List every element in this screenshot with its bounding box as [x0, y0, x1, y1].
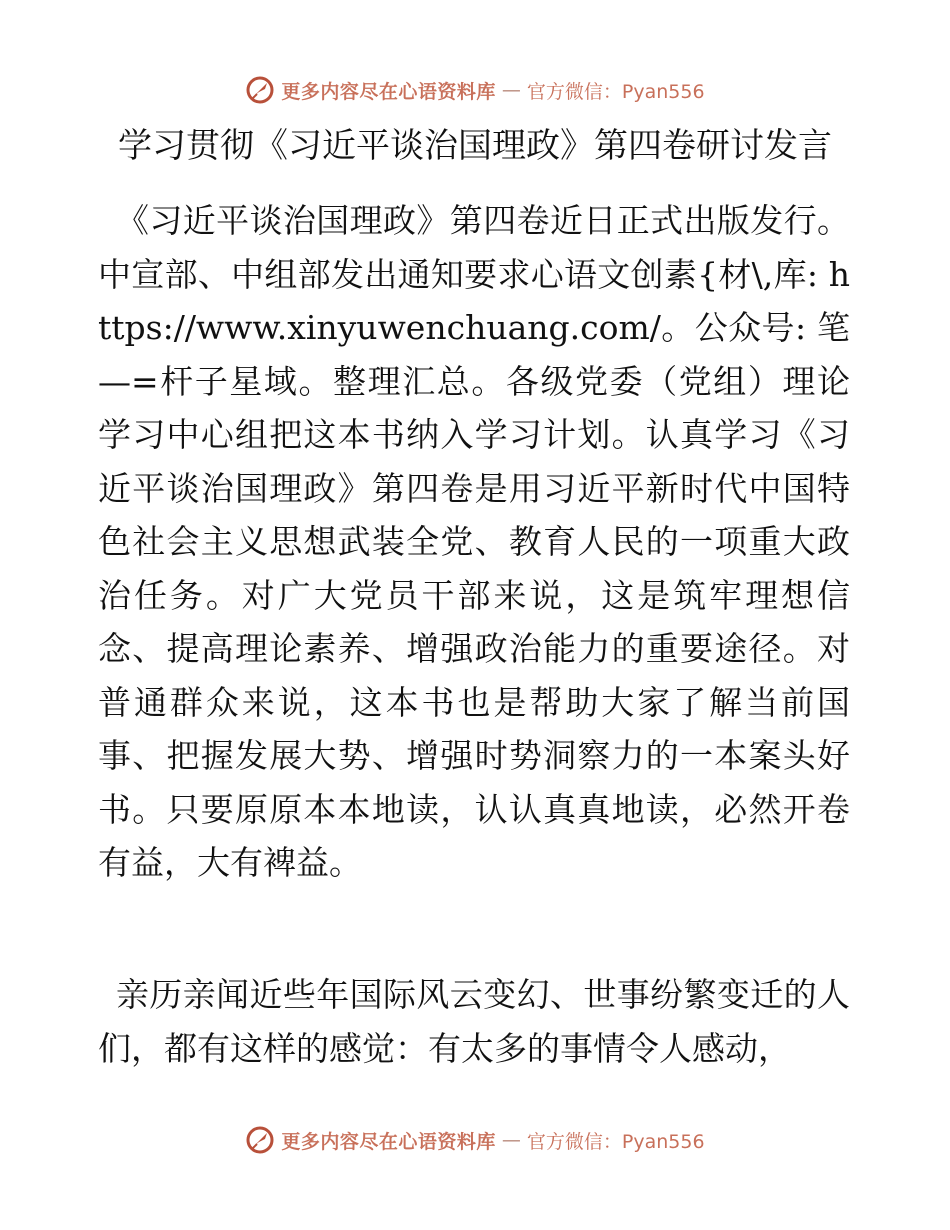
banner-slogan: 更多内容尽在心语资料库: [281, 80, 496, 103]
banner-separator: —: [501, 1129, 521, 1151]
paragraph-1: 《习近平谈治国理政》第四卷近日正式出版发行。中宣部、中组部发出通知要求心语文创素{材\,库: https://www.xinyuwenchuang.com/。公众号: 笔—=杆子星域。整理汇总。各级党委（党组）理论学习中心组把这本书纳入学习计划。认真学习《习近平谈治国理政》第四卷是用习近平新时代中国特色社会主义思想武装全党、教育人民的一项重大政治任务。对广大党员干部来说，这是筑牢理想信念、提高理论素养、增强政治能力的重要途径。对普通群众来说，这本书也是帮助大家了解当前国事、把握发展大势、增强时势洞察力的一本案头好书。只要原原本本地读，认认真真地读，必然开卷有益，大有裨益。: [98, 201, 850, 882]
header-watermark-banner: [0, 70, 950, 110]
banner-slogan: 更多内容尽在心语资料库: [281, 1130, 496, 1153]
quill-logo-icon: [245, 75, 275, 105]
document-title: 学习贯彻《习近平谈治国理政》第四卷研讨发言: [118, 126, 832, 166]
banner-separator: —: [501, 79, 521, 101]
paragraph-2: 亲历亲闻近些年国际风云变幻、世事纷繁变迁的人们，都有这样的感觉：有太多的事情令人感动，: [98, 975, 850, 1068]
footer-watermark-banner: [0, 1120, 950, 1160]
banner-wechat-id: 官方微信：Pyan556: [526, 1130, 705, 1153]
quill-logo-icon: [245, 1125, 275, 1155]
banner-wechat-id: 官方微信：Pyan556: [526, 80, 705, 103]
